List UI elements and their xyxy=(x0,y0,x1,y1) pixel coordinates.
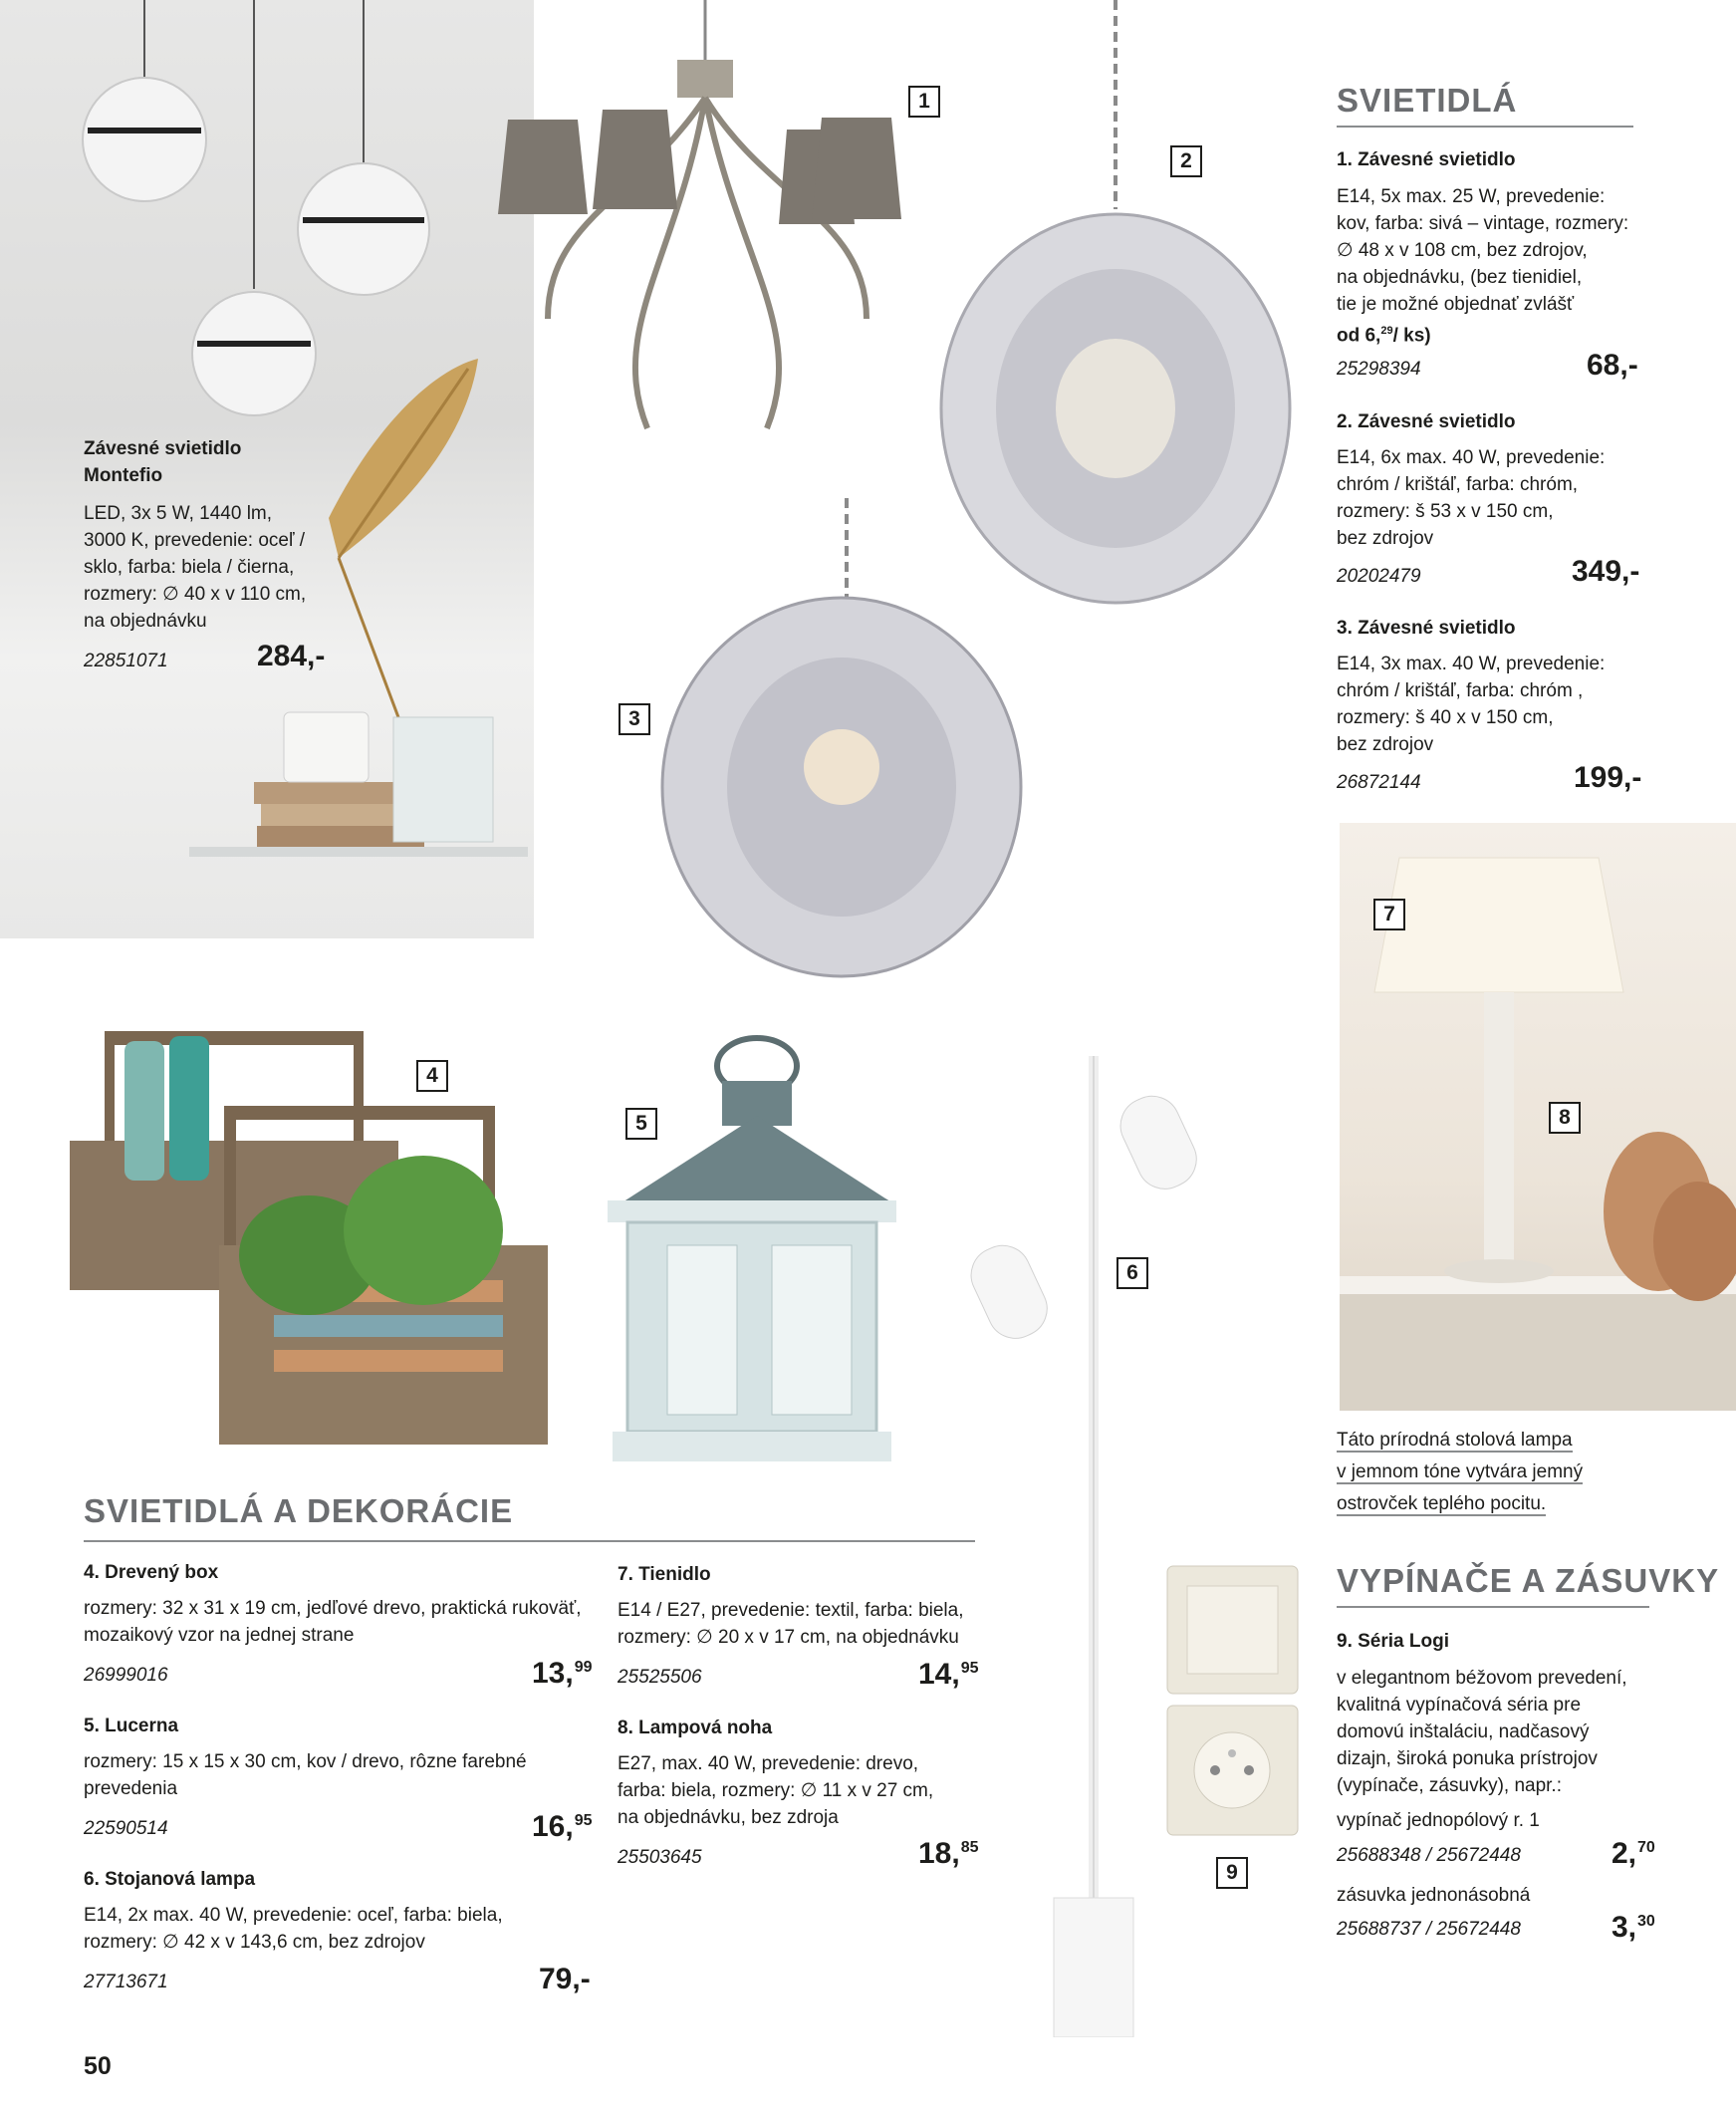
section-title-svietidla: SVIETIDLÁ xyxy=(1337,82,1518,119)
variant-price-2 xyxy=(1612,1911,1655,1945)
product-desc-5 xyxy=(84,1748,527,1802)
desc-line: chróm / krištáľ, farba: chróm, xyxy=(1337,474,1579,495)
product-title-1: 1. Závesné svietidlo xyxy=(1337,149,1516,170)
crystal-chandelier-image-3 xyxy=(637,498,1026,986)
desc-line: prevedenia xyxy=(84,1778,178,1799)
product-code-7: 25525506 xyxy=(618,1667,702,1688)
desc-line: rozmery: ∅ 20 x v 17 cm, na objednávku xyxy=(618,1627,959,1648)
marker-1: 1 xyxy=(908,86,940,118)
product-desc-9 xyxy=(1337,1665,1627,1799)
product-desc-3 xyxy=(1337,651,1605,758)
product-price-6 xyxy=(539,1963,591,1996)
product-code-2: 20202479 xyxy=(1337,566,1421,587)
desc-line: E27, max. 40 W, prevedenie: drevo, xyxy=(618,1753,919,1774)
product-desc-6 xyxy=(84,1902,503,1956)
feature-title-line2: Montefio xyxy=(84,465,163,486)
price-main: 2, xyxy=(1612,1837,1637,1870)
desc-line: rozmery: š 53 x v 150 cm, xyxy=(1337,501,1554,522)
shade-price-main: od 6, xyxy=(1337,325,1381,347)
price-main: 16, xyxy=(532,1810,574,1843)
price-main: 13, xyxy=(532,1657,574,1690)
product-code-6: 27713671 xyxy=(84,1972,168,1992)
section-rule xyxy=(1337,1606,1649,1608)
variant-label-1: vypínač jednopólový r. 1 xyxy=(1337,1810,1540,1831)
product-code-5: 22590514 xyxy=(84,1818,168,1839)
desc-line: rozmery: 15 x 15 x 30 cm, kov / drevo, rôzne farebné xyxy=(84,1751,527,1772)
product-code-8: 25503645 xyxy=(618,1847,702,1868)
product-title-2: 2. Závesné svietidlo xyxy=(1337,411,1516,432)
feature-desc-line: 3000 K, prevedenie: oceľ / xyxy=(84,530,306,551)
variant-label-2: zásuvka jednonásobná xyxy=(1337,1885,1531,1906)
marker-6: 6 xyxy=(1116,1257,1148,1289)
price-main: 18, xyxy=(918,1837,960,1870)
product-price-7 xyxy=(918,1658,979,1692)
desc-line: ∅ 48 x v 108 cm, bez zdrojov, xyxy=(1337,240,1588,261)
wooden-box-image xyxy=(65,981,563,1455)
table-lamp-caption xyxy=(1337,1425,1583,1520)
page-number: 50 xyxy=(84,2052,112,2080)
lantern-image xyxy=(598,1031,906,1489)
product-title-6: 6. Stojanová lampa xyxy=(84,1869,256,1890)
product-desc-7 xyxy=(618,1597,964,1651)
desc-line: v elegantnom béžovom prevedení, xyxy=(1337,1668,1627,1689)
desc-line: farba: biela, rozmery: ∅ 11 x v 27 cm, xyxy=(618,1780,934,1801)
pendant-lamp-photo xyxy=(0,0,534,938)
product-title-4: 4. Drevený box xyxy=(84,1562,219,1583)
marker-7: 7 xyxy=(1373,899,1405,930)
product-title-3: 3. Závesné svietidlo xyxy=(1337,618,1516,639)
product-code-4: 26999016 xyxy=(84,1665,168,1686)
desc-line: E14, 6x max. 40 W, prevedenie: xyxy=(1337,447,1606,468)
feature-title-line1: Závesné svietidlo xyxy=(84,438,242,459)
product-code-3: 26872144 xyxy=(1337,772,1421,793)
marker-9: 9 xyxy=(1216,1857,1248,1889)
desc-line: kov, farba: sivá – vintage, rozmery: xyxy=(1337,213,1629,234)
product-title-7: 7. Tienidlo xyxy=(618,1564,711,1585)
desc-line: E14 / E27, prevedenie: textil, farba: biela, xyxy=(618,1600,964,1621)
desc-line: na objednávku, (bez tienidiel, xyxy=(1337,267,1583,288)
floor-lamp-image xyxy=(946,1056,1245,2037)
desc-line: bez zdrojov xyxy=(1337,734,1434,755)
variant-price-1 xyxy=(1612,1837,1655,1871)
product-title-5: 5. Lucerna xyxy=(84,1716,179,1736)
marker-2: 2 xyxy=(1170,145,1202,177)
feature-desc-line: na objednávku xyxy=(84,611,207,632)
product-price-4 xyxy=(532,1657,593,1691)
feature-desc-line: sklo, farba: biela / čierna, xyxy=(84,557,295,578)
shade-price-line xyxy=(1337,318,1628,349)
price-sup: 95 xyxy=(960,1660,979,1677)
feature-desc-line: LED, 3x 5 W, 1440 lm, xyxy=(84,503,273,524)
product-price-8 xyxy=(918,1837,979,1871)
desc-line: kvalitná vypínačová séria pre xyxy=(1337,1695,1582,1716)
product-desc-1 xyxy=(1337,183,1628,349)
price-sup: 30 xyxy=(1637,1913,1655,1930)
product-price-5 xyxy=(532,1810,593,1844)
variant-code-1: 25688348 / 25672448 xyxy=(1337,1845,1521,1866)
price-sup: 95 xyxy=(574,1812,593,1829)
feature-desc-line: rozmery: ∅ 40 x v 110 cm, xyxy=(84,584,307,605)
product-desc-2 xyxy=(1337,444,1605,552)
marker-8: 8 xyxy=(1549,1102,1581,1134)
price-main: 79,- xyxy=(539,1963,591,1995)
desc-line: bez zdrojov xyxy=(1337,528,1434,549)
price-main: 14, xyxy=(918,1658,960,1691)
product-title-9: 9. Séria Logi xyxy=(1337,1631,1449,1652)
section-rule xyxy=(84,1540,975,1542)
feature-price: 284,- xyxy=(257,640,326,672)
desc-line: (vypínače, zásuvky), napr.: xyxy=(1337,1775,1562,1796)
desc-line: rozmery: ∅ 42 x v 143,6 cm, bez zdrojov xyxy=(84,1932,425,1953)
caption-line: Táto prírodná stolová lampa xyxy=(1337,1430,1573,1451)
shade-price-suffix: / ks) xyxy=(1392,325,1431,347)
price-main: 3, xyxy=(1612,1911,1637,1944)
product-title-8: 8. Lampová noha xyxy=(618,1718,773,1738)
product-price-1: 68,- xyxy=(1587,349,1638,382)
section-title-vypinace: VYPÍNAČE A ZÁSUVKY xyxy=(1337,1562,1720,1599)
desc-line: E14, 2x max. 40 W, prevedenie: oceľ, farba: biela, xyxy=(84,1905,503,1926)
marker-3: 3 xyxy=(619,703,650,735)
vintage-chandelier-image xyxy=(488,0,906,468)
feature-code: 22851071 xyxy=(84,651,168,671)
feature-desc xyxy=(84,500,306,635)
product-price-3: 199,- xyxy=(1574,761,1642,794)
section-rule xyxy=(1337,126,1633,128)
caption-line: v jemnom tóne vytvára jemný xyxy=(1337,1461,1584,1482)
variant-code-2: 25688737 / 25672448 xyxy=(1337,1919,1521,1940)
desc-line: na objednávku, bez zdroja xyxy=(618,1807,839,1828)
caption-line: ostrovček teplého pocitu. xyxy=(1337,1493,1547,1514)
product-code-1: 25298394 xyxy=(1337,359,1421,380)
desc-line: domovú inštaláciu, nadčasový xyxy=(1337,1721,1590,1742)
desc-line: dizajn, široká ponuka prístrojov xyxy=(1337,1748,1598,1769)
product-desc-4 xyxy=(84,1595,581,1649)
product-desc-8 xyxy=(618,1750,933,1831)
desc-line: mozaikový vzor na jednej strane xyxy=(84,1625,355,1646)
desc-line: E14, 3x max. 40 W, prevedenie: xyxy=(1337,654,1606,674)
desc-line: chróm / krištáľ, farba: chróm , xyxy=(1337,680,1584,701)
marker-5: 5 xyxy=(625,1108,657,1140)
switch-socket-image xyxy=(1165,1564,1300,1838)
price-sup: 70 xyxy=(1637,1839,1655,1856)
price-sup: 99 xyxy=(574,1659,593,1676)
desc-line: rozmery: 32 x 31 x 19 cm, jedľové drevo, praktická rukoväť, xyxy=(84,1598,582,1619)
shade-price-sup: 29 xyxy=(1380,325,1393,337)
marker-4: 4 xyxy=(416,1060,448,1092)
desc-line: E14, 5x max. 25 W, prevedenie: xyxy=(1337,186,1606,207)
section-title-dekoracie: SVIETIDLÁ A DEKORÁCIE xyxy=(84,1492,514,1529)
price-sup: 85 xyxy=(960,1839,979,1856)
desc-line: tie je možné objednať zvlášť xyxy=(1337,294,1575,315)
desc-line: rozmery: š 40 x v 150 cm, xyxy=(1337,707,1554,728)
product-price-2: 349,- xyxy=(1572,555,1640,588)
